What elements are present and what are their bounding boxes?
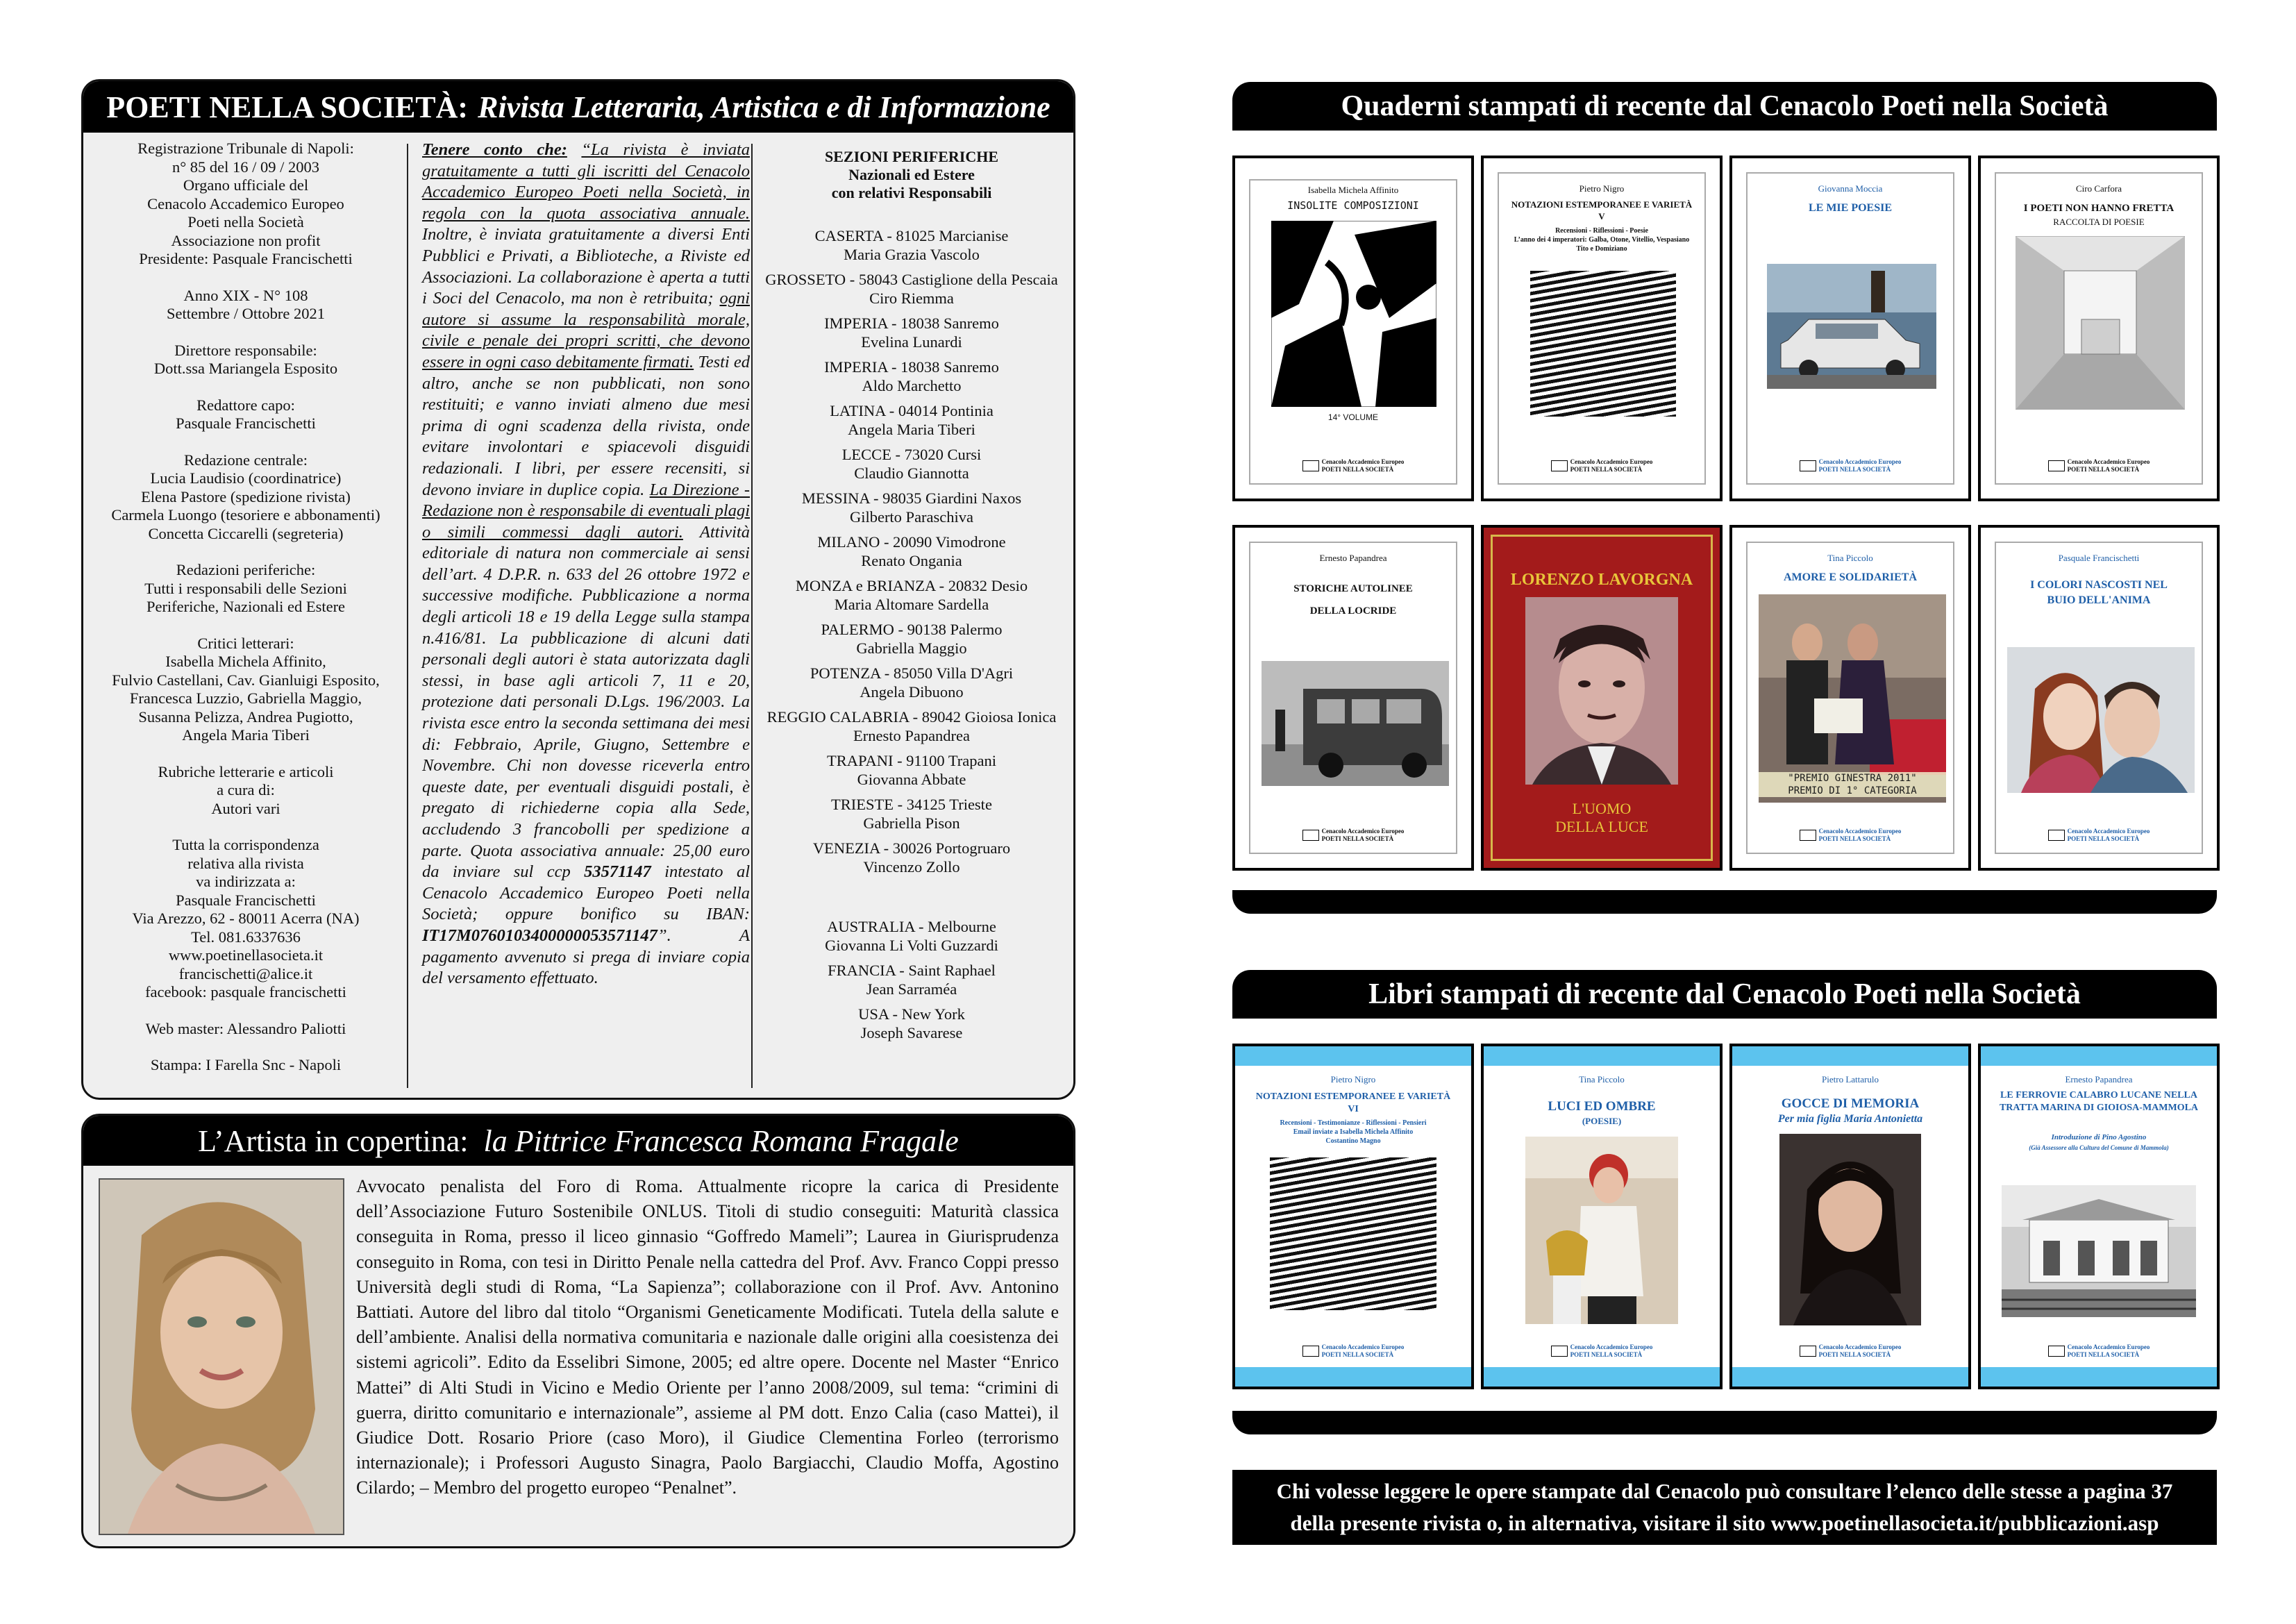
cover-photo <box>1525 597 1678 785</box>
facebook-link[interactable]: facebook: pasquale francischetti <box>145 983 346 1001</box>
section-entry <box>750 358 1073 395</box>
book-author: Isabella Michela Affinito <box>1307 185 1399 195</box>
award-caption-line: "PREMIO GINESTRA 2011" <box>1788 773 1917 784</box>
book-volume: VI <box>1348 1104 1359 1114</box>
publisher-logo-icon <box>1551 460 1568 471</box>
section-location: MONZA e BRIANZA - 20832 Desio <box>795 577 1028 594</box>
column-divider <box>407 144 408 1088</box>
section-responsible: Vincenzo Zollo <box>863 857 960 876</box>
book-subtitle-line: L’anno dei 4 imperatori: Galba, Otone, Vitellio, Vespasiano <box>1514 236 1690 244</box>
credit-line: Periferiche, Nazionali ed Estere <box>146 598 346 615</box>
publisher-logo-icon <box>2048 830 2065 841</box>
section-location: REGGIO CALABRIA - 89042 Gioiosa Ionica <box>766 708 1057 726</box>
cover-photo <box>1525 1137 1678 1324</box>
section-location: IMPERIA - 18038 Sanremo <box>824 358 999 376</box>
registration-block <box>83 140 408 269</box>
book-volume: V <box>1598 211 1605 221</box>
section-location: LECCE - 73020 Cursi <box>841 446 982 463</box>
address: Via Arezzo, 62 - 80011 Acerra (NA) <box>132 910 360 927</box>
publisher-logo <box>1981 1343 2217 1359</box>
book-cover-i-colori-nascosti[interactable] <box>1978 525 2220 871</box>
volume-label: 14° VOLUME <box>1327 412 1379 422</box>
book-cover-le-mie-poesie[interactable] <box>1729 156 1971 501</box>
woman-portrait-illustration <box>1779 1134 1921 1325</box>
phone: Tel. 081.6337636 <box>191 928 301 946</box>
cover-top-band <box>1235 1046 1471 1066</box>
section-location: TRIESTE - 34125 Trieste <box>831 796 992 813</box>
credit-line: Angela Maria Tiberi <box>182 726 310 744</box>
woman-photo-illustration <box>1525 1137 1678 1324</box>
director-block <box>83 342 408 378</box>
section-entry <box>750 271 1073 308</box>
publisher-name: Cenacolo Accademico Europeo <box>1321 1343 1405 1350</box>
publisher-name: POETI NELLA SOCIETÀ <box>1570 466 1643 473</box>
notice-text: Inoltre, è inviata gratuitamente a diversi Enti Pubblici e Privati, a Biblioteche, a Riviste ed Associazioni. La collaborazione è aperta a tutti i Soci del Cenacolo, ma non è retribuita; <box>422 225 750 308</box>
section-responsible: Ciro Riemma <box>869 289 954 307</box>
book-cover-l-uomo-della-luce[interactable] <box>1481 525 1723 871</box>
section-entry <box>750 577 1073 614</box>
book-title-text: NOTAZIONI ESTEMPORANEE E VARIETÀ <box>1255 1091 1451 1102</box>
publisher-logo <box>1499 458 1704 474</box>
notice-text: intestato al Cenacolo Accademico Europeo Poeti nella Società; oppure bonifico su IBAN: <box>422 862 750 924</box>
section-location: CASERTA - 81025 Marcianise <box>814 227 1009 244</box>
publisher-name: POETI NELLA SOCIETÀ <box>1321 1351 1394 1358</box>
book-cover-amore-e-solidarieta[interactable] <box>1729 525 1971 871</box>
section-entry <box>750 839 1073 876</box>
bus-photo-illustration <box>1262 661 1449 786</box>
section-responsible: Gabriella Maggio <box>856 639 967 657</box>
book-subtitle-line: Costantino Magno <box>1325 1137 1381 1145</box>
credit-line: Presidente: Pasquale Francischetti <box>139 250 353 267</box>
peripheral-editorial-block <box>83 561 408 617</box>
section-responsible: Maria Grazia Vascolo <box>844 245 980 263</box>
book-subtitle-line: Email inviate a Isabella Michela Affinito <box>1293 1128 1414 1136</box>
webmaster-block <box>83 1020 408 1039</box>
book-author: Pietro Nigro <box>1330 1074 1376 1085</box>
credit-line: Tutta la corrispondenza <box>172 836 319 853</box>
section-entry <box>750 489 1073 526</box>
publisher-name: Cenacolo Accademico Europeo <box>1570 1343 1653 1350</box>
credit-line: Isabella Michela Affinito, <box>165 653 326 670</box>
credit-line: relativa alla rivista <box>187 854 304 872</box>
credit-line: Tutti i responsabili delle Sezioni <box>144 579 347 597</box>
book-title: I COLORI NASCOSTI NEL BUIO DELL'ANIMA <box>2030 579 2168 606</box>
cover-photo <box>2002 1185 2196 1317</box>
artist-title-bar <box>83 1116 1073 1166</box>
publisher-name: Cenacolo Accademico Europeo <box>1321 458 1405 465</box>
cover-artwork <box>1270 1157 1436 1310</box>
book-author: Tina Piccolo <box>1827 553 1873 563</box>
section-location: POTENZA - 85050 Villa D'Agri <box>810 664 1014 682</box>
publisher-logo <box>1996 458 2202 474</box>
artist-name: la Pittrice Francesca Romana Fragale <box>483 1123 959 1158</box>
book-title: STORICHE AUTOLINEE DELLA LOCRIDE <box>1293 583 1413 617</box>
central-editorial-block <box>83 451 408 544</box>
book-cover-storiche-autolinee[interactable] <box>1232 525 1474 871</box>
credit-line: Autori vari <box>211 799 280 817</box>
book-author: Pietro Lattarulo <box>1822 1074 1879 1085</box>
publisher-logo-icon <box>1302 830 1319 841</box>
credit-line: Web master: Alessandro Paliotti <box>145 1019 346 1037</box>
masthead-title: POETI NELLA SOCIETÀ: <box>106 90 469 124</box>
credit-line: Redazione centrale: <box>183 451 308 469</box>
credit-line: Susanna Pelizza, Andrea Pugiotto, <box>138 708 353 726</box>
artist-portrait <box>99 1178 344 1535</box>
section-entry <box>750 962 1073 998</box>
notice-column <box>422 140 750 989</box>
publisher-name: POETI NELLA SOCIETÀ <box>2067 1351 2140 1358</box>
cover-photo <box>1262 661 1449 786</box>
station-photo-illustration <box>2002 1185 2196 1317</box>
book-title: LE MIE POESIE <box>1808 202 1893 214</box>
book-title: AMORE E SOLIDARIETÀ <box>1783 571 1918 583</box>
notice-text: Testi ed altro, anche se non pubblicati, non sono restituiti; e vanno inviati almeno due mesi prima di ogni scadenza della rivista, onde evitare involontari e spiacevoli disguidi redazionali. I libri, per essere recensiti, si devono inviare in duplice copia. <box>422 352 750 499</box>
book-title: LE FERROVIE CALABRO LUCANE NELLA TRATTA MARINA DI GIOIOSA-MAMMOLA <box>1999 1090 2199 1113</box>
printer-block <box>83 1056 408 1075</box>
notice-heading: Tenere conto che: <box>422 140 567 159</box>
sections-heading-line: Nazionali ed Estere <box>848 166 975 183</box>
sections-column <box>750 148 1073 1049</box>
credit-line: Lucia Laudisio (coordinatrice) <box>150 469 342 487</box>
publisher-logo <box>1996 828 2202 843</box>
book-title: I POETI NON HANNO FRETTA <box>2023 203 2175 214</box>
section-responsible: Angela Maria Tiberi <box>848 420 975 438</box>
section-location: TRAPANI - 91100 Trapani <box>827 752 996 769</box>
issue-block <box>83 287 408 324</box>
section-entry <box>750 446 1073 483</box>
section-entry <box>750 402 1073 439</box>
publisher-name: Cenacolo Accademico Europeo <box>1818 1343 1902 1350</box>
section-location: GROSSETO - 58043 Castiglione della Pescaia <box>765 271 1058 288</box>
publisher-name: POETI NELLA SOCIETÀ <box>1818 466 1891 473</box>
section-responsible: Jean Sarraméa <box>866 980 957 998</box>
section-responsible: Joseph Savarese <box>860 1023 963 1041</box>
publisher-logo-icon <box>1302 460 1319 471</box>
man-portrait-illustration <box>1525 597 1678 785</box>
publisher-name: POETI NELLA SOCIETÀ <box>2067 835 2140 842</box>
quaderni-heading: Quaderni stampati di recente dal Cenacolo Poeti nella Società <box>1341 90 2109 122</box>
book-cover-insolite-composizioni[interactable] <box>1232 156 1474 501</box>
abstract-artwork-illustration <box>1271 221 1436 407</box>
publisher-logo-icon <box>2048 1346 2065 1357</box>
section-entry <box>750 708 1073 745</box>
book-title-text: NOTAZIONI ESTEMPORANEE E VARIETÀ <box>1511 199 1693 210</box>
publisher-logo <box>1235 1343 1471 1359</box>
award-caption <box>1759 772 1946 797</box>
quaderni-heading-bar <box>1232 82 2217 131</box>
section-entry <box>750 533 1073 570</box>
section-entry <box>750 1005 1073 1042</box>
section-responsible: Angela Dibuono <box>860 683 964 701</box>
artist-bio: Avvocato penalista del Foro di Roma. Attualmente ricopre la carica di Presidente dell’Associazione Futuro Sostenibile ONLUS. Titoli di studio conseguiti: Maturità classica conseguita in Roma, presso il liceo ginnasio “Goffredo Mameli”; Laurea in Giurisprudenza conseguito in Roma, con tesi in Diritto Penale nella cattedra del Prof. Avv. Franco Coppi presso Università degli studi di Roma, “La Sapienza”; collaborazione con il Prof. Avv. Antonino Battiati. Autore del libro dal titolo “Organismi Geneticamente Modificati. Tutela della salute e dell’ambiente. Analisi della normativa comunitaria e nazionale dalle origini alla coesistenza dei sistemi agricoli”. Edito da Esselibri Simone, 2005; ed altre opere. Docente nel Master “Enrico Mattei” di Alti Studi in Vicino e Medio Oriente per l’anno 2008/2009, sul tema: “crimini di guerra, diritto comunitario e internazionale”, assieme al PM dott. Enzo Calia (caso Mattei), il Giudice Dott. Rosario Priore (caso Moro), il Giudice Clementina Forleo (terrorismo internazionale); i Professori Augusto Sinagra, Paolo Bargiacchi, Claudio Moffa, Agostino Cilardo; – Membro del progetto europeo “Penalnet”. <box>356 1176 1059 1498</box>
book-cover-notazioni-v[interactable] <box>1481 156 1723 501</box>
book-author: Ciro Carfora <box>2075 183 2122 194</box>
credit-line: Poeti nella Società <box>187 213 304 231</box>
book-subtitle-line: Recensioni - Testimonianze - Riflessioni - Pensieri <box>1280 1119 1427 1127</box>
artist-panel <box>81 1114 1075 1548</box>
notice-text: “La rivista è inviata gratuitamente a tutti gli iscritti del Cenacolo Accademico Europeo Poeti nella Società, in regola con la quota associativa annuale. <box>422 140 751 223</box>
section-entry <box>750 796 1073 832</box>
cover-artwork <box>1271 221 1436 407</box>
book-title: L'UOMO DELLA LUCE <box>1555 800 1648 835</box>
credit-line: Associazione non profit <box>171 231 321 249</box>
publisher-name: POETI NELLA SOCIETÀ <box>1570 1351 1643 1358</box>
ccp-number: 53571147 <box>584 862 651 882</box>
publisher-name: Cenacolo Accademico Europeo <box>1570 458 1653 465</box>
section-location: VENEZIA - 30026 Portogruaro <box>812 839 1011 857</box>
book-author: Pasquale Francischetti <box>2058 553 2140 563</box>
credit-line: Stampa: I Farella Snc - Napoli <box>150 1056 342 1073</box>
section-entry <box>750 315 1073 351</box>
website-link[interactable]: www.poetinellasocieta.it <box>168 946 324 964</box>
cover-top-band <box>1732 1046 1968 1066</box>
section-entry <box>750 227 1073 264</box>
section-entry <box>750 621 1073 658</box>
couple-illustration <box>2007 647 2195 793</box>
cover-photo <box>1759 594 1946 803</box>
publisher-name: Cenacolo Accademico Europeo <box>2067 828 2150 835</box>
section-responsible: Maria Altomare Sardella <box>834 595 989 613</box>
credit-line: Pasquale Francischetti <box>176 891 316 909</box>
section-location: MESSINA - 98035 Giardini Naxos <box>801 489 1022 507</box>
portrait-illustration <box>100 1180 343 1534</box>
libri-bottom-bar <box>1232 1411 2217 1434</box>
credit-line: Rubriche letterarie e articoli <box>158 762 334 780</box>
credit-line: a cura di: <box>217 781 275 798</box>
sections-heading-line: SEZIONI PERIFERICHE <box>824 148 998 165</box>
publications-notice-line: Chi volesse leggere le opere stampate dal Cenacolo può consultare l’elenco delle stesse a pagina 37 <box>1276 1479 2173 1503</box>
section-responsible: Aldo Marchetto <box>862 376 962 394</box>
book-author: Pietro Nigro <box>1579 183 1625 194</box>
book-cover-i-poeti-non-hanno-fretta[interactable] <box>1978 156 2220 501</box>
publisher-name: POETI NELLA SOCIETÀ <box>1818 835 1891 842</box>
cover-photo <box>1767 264 1936 389</box>
masthead-panel <box>81 79 1075 1100</box>
publisher-logo <box>1732 1343 1968 1359</box>
section-location: MILANO - 20090 Vimodrone <box>817 533 1006 551</box>
award-photo-illustration <box>1759 594 1946 803</box>
cover-bottom-band <box>1732 1367 1968 1387</box>
publisher-name: Cenacolo Accademico Europeo <box>1321 828 1405 835</box>
notice-text: Attività editoriale di natura non commerciale ai sensi dell’art. 4 D.P.R. n. 633 del 26 ottobre 1972 e successive modifiche. Pubblicazione a norma degli articoli 18 e 19 della Legge sulla stampa n.416/81. La pubblicazione di alcuni dati personali degli autori è stata autorizzata dagli stessi, in base agli articoli 7, 11 e 20, protezione dati personali D.Lgs. 196/2003. La rivista esce entro la seconda settimana dei mesi di: Febbraio, Aprile, Giugno, Settembre e Novembre. Chi non dovesse riceverla entro queste date, per eventuali disguidi postali, è pregato di richiederne copia alla Sede, accludendo 3 francobolli per spedizione a parte. Quota associativa annuale: 25,00 euro da inviare sul ccp <box>422 522 750 882</box>
credit-line: Elena Pastore (spedizione rivista) <box>141 487 351 505</box>
chief-editor-block <box>83 396 408 433</box>
email-link[interactable]: francischetti@alice.it <box>178 964 313 982</box>
book-cover-gocce-di-memoria[interactable] <box>1729 1044 1971 1389</box>
credit-line: Dott.ssa Mariangela Esposito <box>153 360 338 377</box>
cover-photo <box>1779 1134 1921 1325</box>
credit-line: Francesca Luzzio, Gabriella Maggio, <box>129 689 362 707</box>
issue-number: Anno XIX - N° 108 <box>183 286 308 304</box>
cover-artwork <box>1530 271 1676 417</box>
publisher-name: Cenacolo Accademico Europeo <box>1818 458 1902 465</box>
book-subtitle-line: (Già Assessore alla Cultura del Comune di Mammola) <box>2029 1144 2169 1151</box>
publisher-logo-icon <box>1302 1346 1319 1357</box>
section-responsible: Renato Ongania <box>861 551 962 569</box>
credit-line: Redattore capo: <box>196 396 295 414</box>
book-author: LORENZO LAVORGNA <box>1510 571 1693 589</box>
book-subtitle: (POESIE) <box>1582 1116 1622 1126</box>
publisher-name: Cenacolo Accademico Europeo <box>1818 828 1902 835</box>
book-subtitle: Per mia figlia Maria Antonietta <box>1777 1113 1923 1125</box>
publisher-name: POETI NELLA SOCIETÀ <box>1321 835 1394 842</box>
quaderni-bottom-bar <box>1232 890 2217 914</box>
credit-line: Critici letterari: <box>197 634 294 652</box>
book-cover-notazioni-vi[interactable] <box>1232 1044 1474 1389</box>
publisher-logo <box>1250 828 1456 843</box>
artist-heading: L’Artista in copertina: <box>198 1123 469 1158</box>
book-subtitle-line: Recensioni - Riflessioni - Poesie <box>1555 227 1648 235</box>
issue-date: Settembre / Ottobre 2021 <box>166 305 326 322</box>
credit-line: Direttore responsabile: <box>174 341 317 359</box>
book-title <box>1503 199 1700 222</box>
publisher-logo <box>1484 1343 1720 1359</box>
credit-line: Redazioni periferiche: <box>176 561 316 578</box>
masthead-subtitle: Rivista Letteraria, Artistica e di Informazione <box>478 90 1050 124</box>
cover-artwork <box>2016 236 2185 410</box>
book-title: LUCI ED OMBRE <box>1548 1099 1656 1114</box>
section-responsible: Evelina Lunardi <box>861 333 962 351</box>
book-author: Ernesto Papandrea <box>1319 553 1387 563</box>
credit-line: n° 85 del 16 / 09 / 2003 <box>171 158 320 176</box>
section-entry <box>750 918 1073 955</box>
publisher-logo-icon <box>1551 1346 1568 1357</box>
book-subtitle <box>1239 1119 1467 1146</box>
cover-top-band <box>1981 1046 2217 1066</box>
publisher-logo <box>1250 458 1456 474</box>
book-subtitle <box>1988 1132 2210 1153</box>
section-location: AUSTRALIA - Melbourne <box>827 918 996 935</box>
publisher-name: POETI NELLA SOCIETÀ <box>1321 466 1394 473</box>
iban-number: IT17M0760103400000053571147 <box>422 926 657 945</box>
libri-heading: Libri stampati di recente dal Cenacolo Poeti nella Società <box>1368 978 2081 1010</box>
notice-text: ”. A pagamento avvenuto si prega di inviare copia del versamento effettuato. <box>422 926 750 988</box>
publisher-logo-icon <box>2048 460 2065 471</box>
credit-line: Cenacolo Accademico Europeo <box>147 194 344 212</box>
publisher-name: Cenacolo Accademico Europeo <box>2067 458 2150 465</box>
contact-block <box>83 836 408 1002</box>
publisher-logo <box>1748 828 1953 843</box>
book-subtitle-line: Tito e Domiziano <box>1576 245 1627 253</box>
section-entry <box>750 752 1073 789</box>
section-responsible: Claudio Giannotta <box>854 464 969 482</box>
section-responsible: Giovanna Abbate <box>857 770 966 788</box>
book-author: Giovanna Moccia <box>1818 183 1883 194</box>
section-location: FRANCIA - Saint Raphael <box>828 962 996 979</box>
section-location: PALERMO - 90138 Palermo <box>821 621 1003 638</box>
cover-top-band <box>1484 1046 1720 1066</box>
credit-line: Fulvio Castellani, Cav. Gianluigi Esposito, <box>112 671 380 689</box>
award-caption-line: PREMIO DI 1° CATEGORIA <box>1788 785 1917 796</box>
cover-bottom-band <box>1484 1367 1720 1387</box>
book-title: INSOLITE COMPOSIZIONI <box>1287 199 1419 212</box>
sections-heading <box>750 148 1073 202</box>
abroad-sections-list <box>750 918 1073 1042</box>
credit-line: Organo ufficiale del <box>183 176 309 194</box>
section-responsible: Ernesto Papandrea <box>853 726 971 744</box>
architecture-drawing-illustration <box>2016 236 2185 410</box>
cover-bottom-band <box>1981 1367 2217 1387</box>
cover-bottom-band <box>1235 1367 1471 1387</box>
publisher-logo <box>1748 458 1953 474</box>
book-title: GOCCE DI MEMORIA <box>1781 1096 1920 1111</box>
section-location: USA - New York <box>858 1005 965 1023</box>
critics-block <box>83 635 408 745</box>
book-cover-le-ferrovie[interactable] <box>1978 1044 2220 1389</box>
section-responsible: Gilberto Paraschiva <box>849 508 974 526</box>
book-subtitle: RACCOLTA DI POESIE <box>2053 217 2145 227</box>
publisher-logo-icon <box>1800 460 1816 471</box>
book-cover-luci-ed-ombre[interactable] <box>1481 1044 1723 1389</box>
sections-list <box>750 227 1073 876</box>
book-author: Ernesto Papandrea <box>2065 1074 2133 1085</box>
book-title <box>1242 1091 1464 1116</box>
book-subtitle-line: Introduzione di Pino Agostino <box>2051 1133 2147 1141</box>
publisher-logo-icon <box>1800 1346 1816 1357</box>
credit-line: Carmela Luongo (tesoriere e abbonamenti) <box>111 506 380 524</box>
publications-notice-line[interactable]: della presente rivista o, in alternativa, visitare il sito www.poetinellasocieta.it/pubblicazioni.asp <box>1290 1511 2159 1535</box>
publications-notice <box>1232 1470 2217 1545</box>
book-subtitle <box>1502 226 1702 253</box>
cover-artwork <box>2007 647 2195 793</box>
car-photo-illustration <box>1767 264 1936 389</box>
masthead-title-bar <box>83 81 1073 133</box>
book-author: Tina Piccolo <box>1579 1074 1625 1085</box>
masthead-credits-column <box>83 140 408 1093</box>
credit-line: Pasquale Francischetti <box>176 415 316 432</box>
section-entry <box>750 664 1073 701</box>
section-responsible: Gabriella Pison <box>863 814 960 832</box>
section-location: IMPERIA - 18038 Sanremo <box>824 315 999 332</box>
notice-text: ogni autore si assume la responsabilità morale, civile e penale dei propri scritti, che devono essere in ogni caso debitamente firmati. <box>422 289 750 371</box>
libri-heading-bar <box>1232 970 2217 1019</box>
credit-line: va indirizzata a: <box>196 873 296 890</box>
publisher-name: POETI NELLA SOCIETÀ <box>2067 466 2140 473</box>
sections-heading-line: con relativi Responsabili <box>831 184 992 201</box>
credit-line: Registrazione Tribunale di Napoli: <box>137 140 354 157</box>
section-location: LATINA - 04014 Pontinia <box>830 402 994 419</box>
credit-line: Concetta Ciccarelli (segreteria) <box>148 524 344 542</box>
publisher-name: Cenacolo Accademico Europeo <box>2067 1343 2150 1350</box>
notice-text: La Direzione - Redazione non è responsabile di eventuali plagi o simili commessi dagli autori. <box>422 480 750 542</box>
section-responsible: Giovanna Li Volti Guzzardi <box>825 936 998 954</box>
publisher-logo-icon <box>1800 830 1816 841</box>
columns-block <box>83 763 408 819</box>
publisher-name: POETI NELLA SOCIETÀ <box>1818 1351 1891 1358</box>
